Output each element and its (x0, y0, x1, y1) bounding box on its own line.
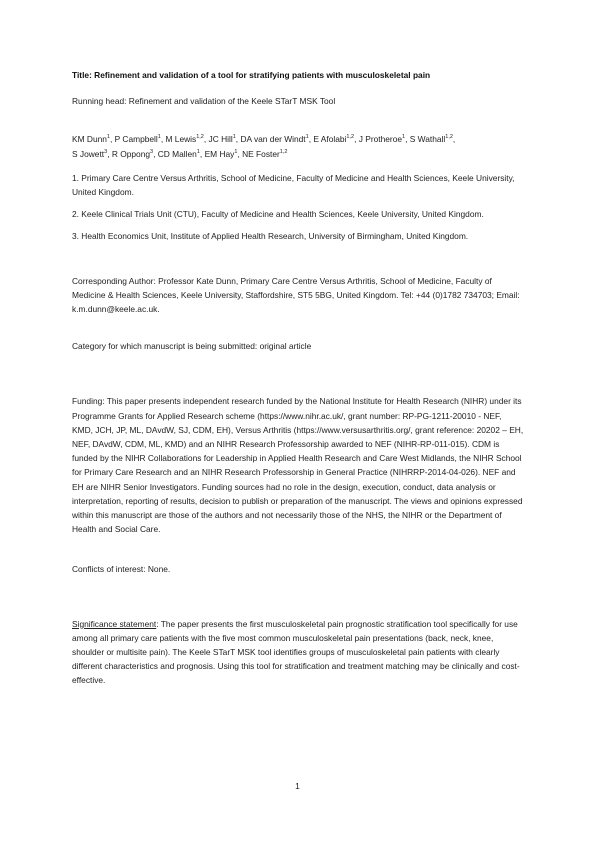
author-affiliation-marker: 1,2 (445, 134, 453, 141)
author: JC Hill (208, 134, 233, 145)
author: CD Mallen (157, 148, 197, 159)
corresponding-author: Corresponding Author: Professor Kate Dunn, Primary Care Centre Versus Arthritis, School of Medicine, Faculty of Medicine & Health Sciences, Keele University, Staffordshire, ST5 5BG, United Kingdom. Tel: +44 (0)1782 734703; Email: k.m.dunn@keele.ac.uk. (72, 275, 520, 315)
author: S Jowett (72, 148, 105, 159)
author-list: KM Dunn$^1$, P Campbell$^1$, M Lewis$^{1,2}$, JC Hill$^1$, DA van der Windt$^1$, E Afolabi$^{1,2}$, J Protheroe$^1$, S Wathall$^{1,2}$, S Jowett$^3$, R Oppong$^3$, CD Mallen$^1$, EM Hay$^1$, NE Foster$^{1,2}$ (72, 134, 456, 159)
significance-label: Significance statement (72, 618, 157, 629)
manuscript-page (72, 68, 524, 688)
author: M Lewis (165, 134, 197, 145)
author: KM Dunn (72, 134, 107, 145)
author-affiliation-marker: 1 (196, 148, 200, 155)
author-affiliation-marker: 3 (150, 148, 154, 155)
author: S Wathall (409, 134, 446, 145)
author-affiliation-marker: 1 (305, 134, 309, 141)
affiliation-2: 2. Keele Clinical Trials Unit (CTU), Faculty of Medicine and Health Sciences, Keele University, United Kingdom. (72, 209, 484, 220)
author-affiliation-marker: 1,2 (279, 148, 288, 155)
author: EM Hay (204, 148, 235, 159)
author: E Afolabi (313, 134, 347, 145)
author: J Protheroe (358, 134, 403, 145)
running-head: Running head: Refinement and validation of the Keele STarT MSK Tool (72, 96, 336, 107)
author: DA van der Windt (240, 134, 306, 145)
page-number: 1 (295, 781, 300, 791)
author: R Oppong (111, 148, 151, 159)
author-affiliation-marker: 1 (234, 148, 238, 155)
significance-statement (72, 617, 524, 688)
significance-text: : The paper presents the first musculoskeletal pain prognostic stratification tool specifically for use among all primary care patients with the five most common musculoskeletal pain presentations (back, neck, knee, shoulder or multisite pain). The Keele STarT MSK tool identifies groups of musculoskeletal pain patients with clearly different characteristics and prognosis. Using this tool for stratification and treatment matching may be clinically and cost-effective. (72, 618, 520, 686)
funding-statement: Funding: This paper presents independent research funded by the National Institute for Health Research (NIHR) under its Programme Grants for Applied Research scheme (https://www.nihr.ac.uk/, grant number: RP-PG-1211-20010 - NEF, KMD, JCH, JP, ML, DAvdW, SJ, CDM, EH), Versus Arthritis (https://www.versusarthritis.org/, grant reference: 20202 – EH, NEF, DAvdW, CDM, ML, KMD) and an NIHR Research Professorship awarded to NEF (NIHR-RP-011-015). CDM is funded by the NIHR Collaborations for Leadership in Applied Health Research and Care West Midlands, the NIHR School for Primary Care Research and an NIHR Research Professorship in General Practice (NIHRRP-2014-04-026). NEF and EH are NIHR Senior Investigators. Funding sources had no role in the design, execution, conduct, data analysis or interpretation, reporting of results, decision to publish or preparation of the manuscript. The views and opinions expressed within this manuscript are those of the authors and not necessarily those of the NHS, the NIHR or the Department of Health and Social Care. (72, 396, 524, 535)
author: NE Foster (242, 148, 280, 159)
manuscript-category: Category for which manuscript is being submitted: original article (72, 341, 312, 352)
author-affiliation-marker: 1 (232, 134, 236, 141)
author-affiliation-marker: 1 (157, 134, 161, 141)
author-affiliation-marker: 3 (104, 148, 108, 155)
affiliation-3: 3. Health Economics Unit, Institute of Applied Health Research, University of Birmingham, United Kingdom. (72, 231, 469, 242)
affiliation-1: 1. Primary Care Centre Versus Arthritis, School of Medicine, Faculty of Medicine and Health Sciences, Keele University, United Kingdom. (72, 172, 515, 198)
conflicts-of-interest: Conflicts of interest: None. (72, 564, 171, 575)
author-affiliation-marker: 1 (106, 134, 110, 141)
author: P Campbell (114, 134, 158, 145)
author-affiliation-marker: 1,2 (196, 134, 204, 141)
author-affiliation-marker: 1 (402, 134, 406, 141)
paper-title: Title: Refinement and validation of a tool for stratifying patients with musculoskeletal pain (72, 70, 431, 80)
author-affiliation-marker: 1,2 (346, 134, 355, 141)
